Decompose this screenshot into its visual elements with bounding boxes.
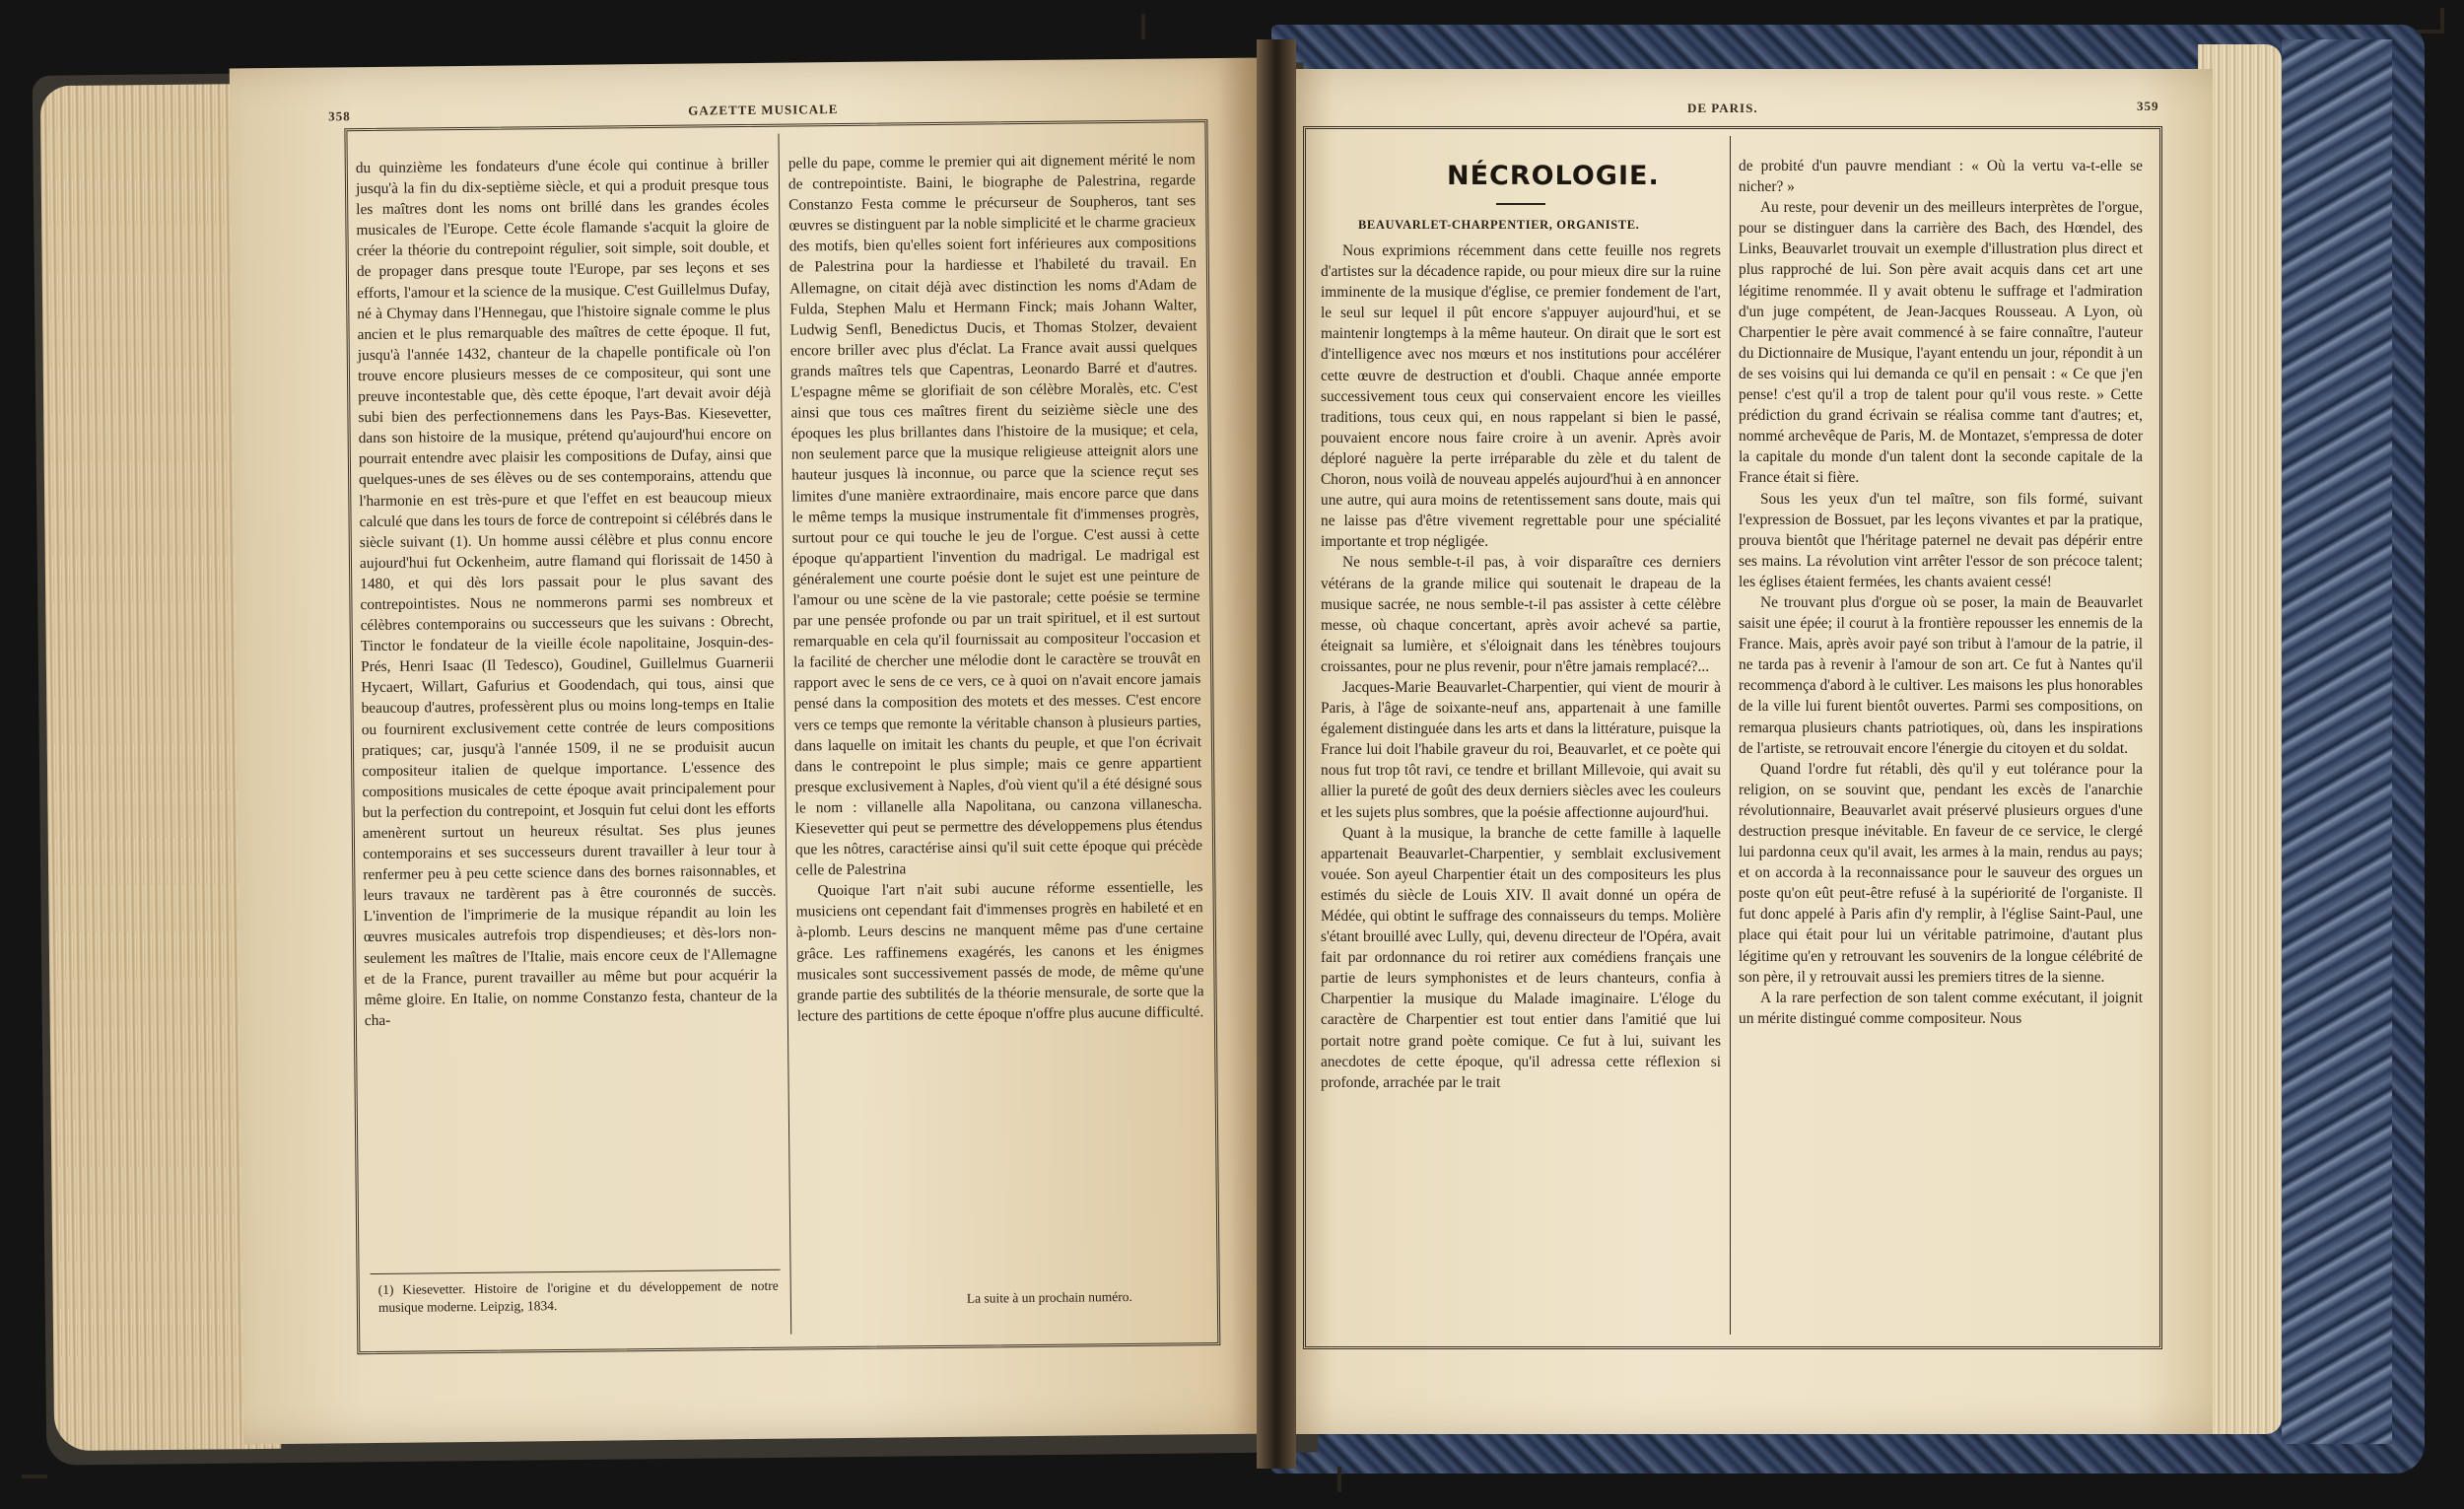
running-head: GAZETTE MUSICALE — [688, 102, 839, 118]
running-head: DE PARIS. — [1687, 101, 1758, 115]
paragraph: Quoique l'art n'ait subi aucune réforme essentielle, les musiciens ont cependant fait d'immenses progrès en habileté et en à-plomb. Leurs descins ne manquent même pas d'une certaine grâce. Les raffinemens exagérés, les canons et les énigmes musicales sont successivement passés de mode, de même qu'une grande partie des subtilités de la théorie mensurale, de sorte que la lecture des partitions de cette époque n'offre plus aucune difficulté. — [795, 878, 1204, 1025]
paragraph: du quinzième les fondateurs d'une école qui continue à briller jusqu'à la fin du dix-septième siècle, et qui a produit presque tous les maîtres dont les noms ont brillé dans les grandes écoles musicales de l'Europe. Cette école flamande s'acquit la gloire de créer la théorie du contrepoint régulier, soit simple, soit double, et de propager dans presque toute l'Europe, par ses leçons et ses efforts, l'amour et la science de la musique. C'est Guillelmus Dufay, né à Chymay dans l'Hennegau, que l'histoire signale comme le plus ancien et le plus remarquable des maîtres de cette époque. Il fut, jusqu'à l'année 1432, chanteur de la chapelle pontificale où l'on trouve encore plusieurs messes de ce compositeur, qui sont une preuve incontestable que, dès cette époque, l'art devait avoir déjà subi bien des perfectionnemens dans les Pays-Bas. Kiesevetter, dans son histoire de la musique, prétend qu'aujourd'hui encore on pourrait entendre avec plaisir les compositions de Dufay, ainsi que quelques-unes de ses élèves ou de ses contemporains, attendu que l'harmonie en est très-pure et que l'effet en est beaucoup mieux calculé que dans les tours de force de contrepoint si célébrés dans le siècle suivant (1). Un homme aussi célèbre et plus connu encore aujourd'hui fut Ockenheim, autre flamand qui florissait de 1450 à 1480, et qui dès lors passait pour le plus savant des contrepointistes. Nous ne nommerons parmi ses nombreux et célèbres contemporains ou successeurs que les suivans : Obrecht, Tinctor le fondateur de la vieille école napolitaine, Josquin-des-Prés, Henri Isaac (Il Tedesco), Goudinel, Guillelmus Guarnerii Hycaert, Willart, Gafurius et Goodendach, qui tous, ainsi que beaucoup d'autres, professèrent plus ou moins long-temps en Italie ou fournirent exclusivement cette contrée de leurs compositions pratiques; car, jusqu'à l'année 1509, il ne se produisit aucun compositeur italien de quelque importance. L'essence des compositions musicales de cette époque avait principalement pour but la perfection du contrepoint, et Josquin fut celui dont les efforts amenèrent surtout un heureux résultat. Ses plus jeunes contemporains et ses successeurs durent travailler à leur tour à renfermer peu à peu cette science dans des bornes raisonnables, et leurs travaux ne tardèrent pas à être couronnés de succès. L'invention de l'imprimerie de la musique répandit au loin les œuvres musicales autrefois trop dispendieuses; et dès-lors non-seulement les maîtres de l'Italie, mais encore ceux de l'Allemagne et de la France, purent travailler au même but pour acquérir la même gloire. En Italie, on nomme Constanzo festa, chanteur de la cha- — [355, 155, 778, 1029]
page-number: 359 — [2137, 99, 2159, 113]
column-rule — [1730, 136, 1731, 1335]
paragraph: Quand l'ordre fut rétabli, dès qu'il y eut tolérance pour la religion, on se souvint que, pendant les excès de l'anarchie révolutionnaire, Beauvarlet avait préservé plusieurs orgues d'une destruction presque inévitable. En faveur de ce service, le clergé lui pardonna ceux qu'il avait, les armes à la main, rendus au pays; et on accorda à la reconnaissance pour le sauveur des orgues un poste qu'on eût peut-être refusé à la supériorité de l'organiste. Il fut donc appelé à Paris afin d'y remplir, à l'église Saint-Paul, une place qui était pour lui un véritable patrimoine, d'autant plus légitime qu'en y retrouvant les souvenirs de la longue célébrité de son père, il y retrouvait aussi les premiers titres de la sienne. — [1739, 760, 2143, 986]
text-column-1 — [356, 154, 778, 1031]
text-column-2 — [788, 149, 1204, 1026]
corner-mark — [2417, 30, 2442, 34]
section-subtitle: BEAUVARLET-CHARPENTIER, ORGANISTE. — [1358, 218, 1640, 232]
paragraph: Quant à la musique, la branche de cette famille à laquelle appartenait Beauvarlet-Charpentier, y semblait exclusivement vouée. Son ayeul Charpentier était un des compositeurs les plus estimés du siècle de Louis XIV. Il avait donné un opéra de Médée, qui obtint le suffrage des connaisseurs du temps. Molière s'étant brouillé avec Lully, qui, devenu directeur de l'Opéra, avait fait par ordonnance du roi retirer aux comédiens français une partie de leurs symphonistes et de leurs chanteurs, confia à Charpentier la musique du Malade imaginaire. L'éloge du caractère de Charpentier est tout entier dans l'amitié que lui portait notre grand poète comique. Ce fut à lui, suivant les anecdotes de cette époque, qu'il adressa cette réflexion si profonde, arrachée par le trait — [1321, 824, 1721, 1091]
paragraph: Nous exprimions récemment dans cette feuille nos regrets d'artistes sur la décadence rapide, ou pour mieux dire sur la ruine imminente de la musique d'église, ce premier fondement de l'art, le seul sur lequel il pût encore s'appuyer aujourd'hui, et se maintenir longtemps à la même hauteur. On dirait que le sort est d'intelligence avec nos mœurs et nos institutions pour accélérer cette œuvre de destruction et d'oubli. Chaque année emporte successivement tous ceux qui conservaient encore les vieilles traditions, tous ceux qui, en nous rappelant si bien le passé, pouvaient encore nous faire croire à un avenir. Après avoir déploré naguère la perte irréparable du zèle et du talent de Choron, nous voilà de nouveau appelés aujourd'hui à en annoncer une autre, qui aura moins de retentissement sans doute, mais qui ne laisse pas d'être vivement regrettable pour une spécialité importante et trop négligée. — [1321, 242, 1721, 551]
footnote: (1) Kiesevetter. Histoire de l'origine et du développement de notre musique moderne. Leipzig, 1834. — [377, 1277, 779, 1315]
paragraph: Ne nous semble-t-il pas, à voir disparaître ces derniers vétérans de la grande milice qui soutenait le drapeau de la musique sacrée, ne nous semble-t-il pas assister à cette célèbre messe, où chaque concertant, après avoir achevé sa partie, éteignait sa lumière, et s'éloignait dans les ténèbres toujours croissantes, pour ne plus revenir, pour n'être jamais remplacé?... — [1321, 554, 1721, 675]
paragraph: Ne trouvant plus d'orgue où se poser, la main de Beauvarlet saisit une épée; il courut à la frontière repousser les ennemis de la France. Mais, après avoir payé son tribut à l'amour de la patrie, il ne tarda pas à revenir à l'amour de son art. Ce fut à Nantes qu'il recommença d'abord à le cultiver. Les maisons les plus honorables de la ville lui furent bientôt ouvertes. Parmi ses compositions, on remarqua plusieurs chants patriotiques, où, dans les inspirations de l'artiste, se retrouvait encore l'énergie du citoyen et du soldat. — [1739, 593, 2143, 757]
continuation-note: La suite à un prochain numéro. — [966, 1288, 1132, 1306]
paragraph: A la rare perfection de son talent comme exécutant, il joignit un mérite distingué comme compositeur. Nous — [1739, 989, 2143, 1027]
corner-mark — [1141, 14, 1145, 39]
page-number: 358 — [328, 108, 351, 124]
title-rule — [1496, 203, 1545, 205]
paragraph: Sous les yeux d'un tel maître, son fils formé, suivant l'expression de Bossuet, par les leçons vivantes et par la pratique, prouva bientôt que l'héritage paternel ne devait pas dépérir entre ses mains. La révolution vint arrêter l'essor de son précoce talent; les églises étaient fermées, les chants avaient cessé! — [1739, 490, 2143, 590]
corner-mark — [22, 1475, 47, 1478]
section-title: NÉCROLOGIE. — [1447, 161, 1660, 191]
paragraph: Au reste, pour devenir un des meilleurs interprètes de l'orgue, pour se distinguer dans la carrière des Bach, des Hœndel, des Links, Beauvarlet trouvait un exemple d'illustration plus direct et plus rapproché de lui. Son père avait acquis dans cet art une légitime renommée. Il y avait obtenu le suffrage et l'admiration d'un juge compétent, de Jean-Jacques Rousseau. A Lyon, où Charpentier le père avait commencé à se faire connaître, l'auteur du Dictionnaire de Musique, l'ayant entendu un jour, répondit à un de ses voisins qui lui demanda ce qu'il en pensait : « Ce que j'en pense! c'est qu'il a trop de talent pour qu'il vous reste. » Cette prédiction du grand écrivain se réalisa comme tant d'autres; et, nommé archevêque de Paris, M. de Montazet, s'empressa de doter la capitale du monde d'un talent dont la seconde capitale de la France était si fière. — [1739, 199, 2143, 487]
corner-mark — [2440, 8, 2444, 34]
marbled-endpaper — [2282, 39, 2392, 1444]
corner-mark — [1337, 1467, 1341, 1492]
text-column-1 — [1321, 240, 1721, 1093]
text-column-2 — [1739, 156, 2143, 1029]
paragraph: Jacques-Marie Beauvarlet-Charpentier, qui vient de mourir à Paris, à l'âge de soixante-neuf ans, appartenait à une famille également distinguée dans les arts et dans la littérature, puisque la France lui doit l'habile graveur du roi, Beauvarlet, et ce poète qui nous fut trop tôt ravi, ce tendre et brillant Millevoie, qui avait su allier la pureté de goût des deux derniers siècles avec les couleurs et les sujets plus sombres, que la poésie affectionne aujourd'hui. — [1321, 678, 1721, 821]
paragraph: de probité d'un pauvre mendiant : « Où la vertu va-t-elle se nicher? » — [1739, 158, 2143, 196]
paragraph: pelle du pape, comme le premier qui ait dignement mérité le nom de contrepointiste. Baini, le biographe de Palestrina, regarde Constanzo Festa comme le précurseur de Soupheros, tant ses œuvres se distinguent par la noble simplicité et le charme gracieux des motifs, bien qu'elles soient fort inférieures aux compositions de Palestrina pour la hardiesse et l'habileté du travail. En Allemagne, on citait déjà avec distinction les noms d'Adam de Fulda, Stephen Malu et Hermann Finck; mais Johann Walter, Ludwig Senfl, Benedictus Ducis, et Thomas Stolzer, devaient encore briller avec plus d'éclat. La France avait aussi quelques grands maîtres tels que Capentras, Leonardo Barré et d'autres. L'espagne même se glorifiait de son célèbre Moralès, etc. C'est ainsi que tous ces maîtres firent du seizième siècle une des époques les plus brillantes dans l'histoire de la musique; et cela, non seulement parce que la musique religieuse atteignit alors une hauteur jusques là inconnue, ou parce que la science reçut ses limites d'une manière extraordinaire, mais encore parce que dans le même temps la musique instrumentale fit d'immenses progrès, surtout pour ce qui touche le jeu de l'orgue. C'est aussi à cette époque qu'appartient l'invention du madrigal. Le madrigal est généralement une courte poésie dont le sujet est une peinture de l'amour ou une scène de la vie pastorale; cette poésie se termine par une pensée profonde ou par un trait spirituel, et il est surtout remarquable en cela qu'il fournissait au compositeur l'occasion et la facilité de chercher une mélodie dont le caractère se trouvât en rapport avec le sens de ce vers, ce à quoi on n'avait encore jamais pensé dans la composition des motets et des messes. C'est encore vers ce temps que remonte la véritable chanson à plusieurs parties, dans laquelle on imitait les chants du peuple, et que l'on écrivait dans le contrepoint le plus simple; mais ce genre appartient presque exclusivement à Naples, d'où vient qu'il a été désigné sous le nom : villanelle alla Napolitana, ou canzona villanescha. Kiesevetter qui peut se permettre des développemens plus étendus que les nôtres, caractérise ainsi qu'il suit cette époque qui précède celle de Palestrina — [787, 151, 1203, 879]
